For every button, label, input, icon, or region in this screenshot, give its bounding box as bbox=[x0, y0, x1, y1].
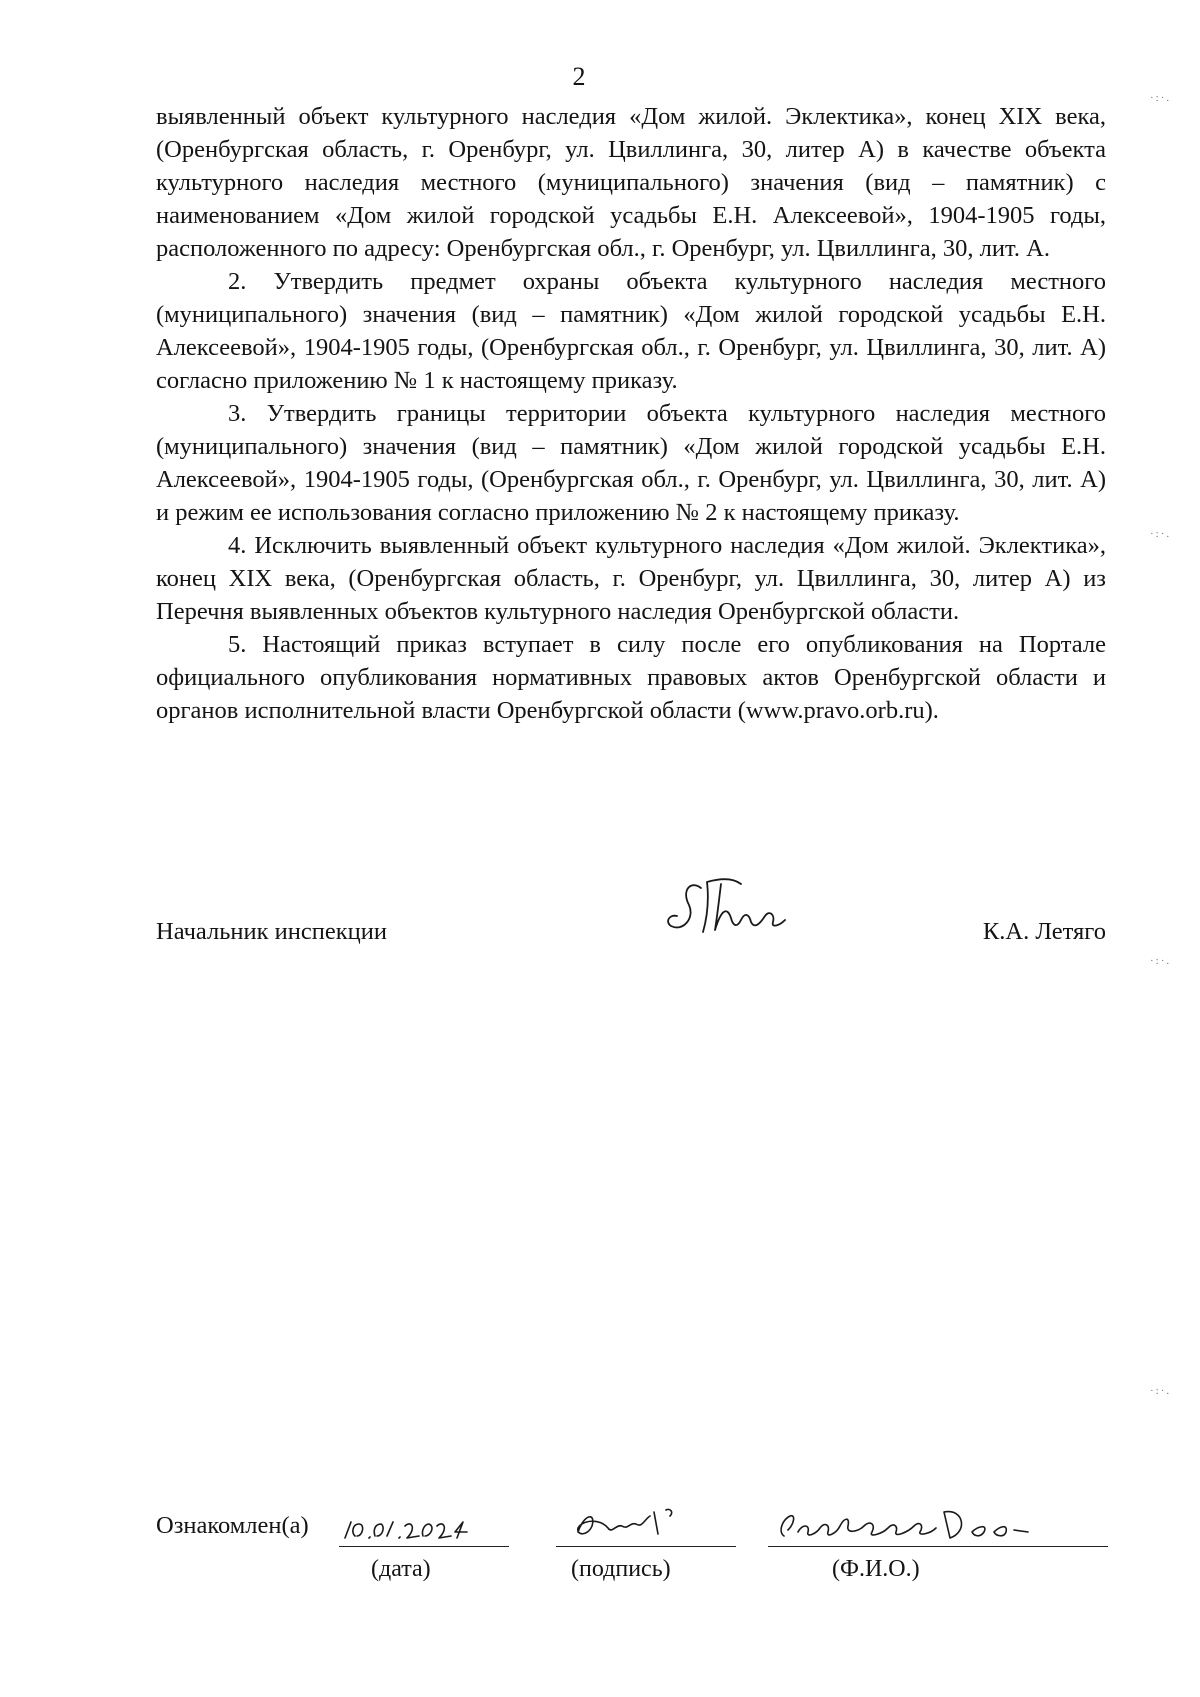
ack-date-line bbox=[339, 1502, 509, 1547]
handwritten-signature bbox=[661, 870, 811, 950]
paragraph-item-2: 2. Утвердить предмет охраны объекта культурного наследия местного (муниципального) значения (вид – памятник) «Дом жилой городской усадьбы Е.Н. Алексеевой», 1904-1905 годы, (Оренбургская обл., г. Оренбург, ул. Цвиллинга, 30, лит. А) согласно приложению № 1 к настоящему приказу. bbox=[156, 268, 1106, 394]
acknowledgement-block bbox=[156, 1502, 1106, 1612]
handwritten-date bbox=[339, 1502, 509, 1546]
document-body bbox=[156, 100, 1106, 727]
handwritten-fio bbox=[768, 1502, 1108, 1546]
fio-caption: (Ф.И.О.) bbox=[832, 1556, 920, 1582]
paragraph-continuation: выявленный объект культурного наследия «Дом жилой. Эклектика», конец XIX века, (Оренбургская область, г. Оренбург, ул. Цвиллинга, 30, литер А) в качестве объекта культурного наследия местного (муниципального) значения (вид – памятник) с наименованием «Дом жилой городской усадьбы Е.Н. Алексеевой», 1904-1905 годы, расположенного по адресу: Оренбургская обл., г. Оренбург, ул. Цвиллинга, 30, лит. А. bbox=[156, 103, 1106, 262]
signature-block bbox=[156, 870, 1106, 950]
paragraph-item-5: 5. Настоящий приказ вступает в силу после его опубликования на Портале официального опубликования нормативных правовых актов Оренбургской области и органов исполнительной власти Оренбургской области (www.pravo.orb.ru). bbox=[156, 631, 1106, 724]
acknowledgement-label: Ознакомлен(а) bbox=[156, 1512, 309, 1539]
signature-caption: (подпись) bbox=[571, 1556, 671, 1582]
paragraph-item-3: 3. Утвердить границы территории объекта культурного наследия местного (муниципального) значения (вид – памятник) «Дом жилой городской усадьбы Е.Н. Алексеевой», 1904-1905 годы, (Оренбургская обл., г. Оренбург, ул. Цвиллинга, 30, лит. А) и режим ее использования согласно приложению № 2 к настоящему приказу. bbox=[156, 400, 1106, 526]
scan-artifact-mark: ·:·. bbox=[1150, 1385, 1172, 1397]
scan-artifact-mark: ·:·. bbox=[1150, 955, 1172, 967]
page-number: 2 bbox=[572, 62, 586, 91]
signatory-position: Начальник инспекции bbox=[156, 918, 387, 945]
paragraph-item-4: 4. Исключить выявленный объект культурного наследия «Дом жилой. Эклектика», конец XIX века, (Оренбургская область, г. Оренбург, ул. Цвиллинга, 30, литер А) из Перечня выявленных объектов культурного наследия Оренбургской области. bbox=[156, 532, 1106, 625]
scan-artifact-mark: ·:·. bbox=[1150, 528, 1172, 540]
handwritten-ack-signature bbox=[556, 1502, 736, 1546]
date-caption: (дата) bbox=[371, 1556, 431, 1582]
scan-artifact-mark: ·:·. bbox=[1150, 92, 1172, 104]
ack-signature-line bbox=[556, 1502, 736, 1547]
signatory-name: К.А. Летяго bbox=[982, 918, 1106, 945]
ack-fio-line bbox=[768, 1502, 1108, 1547]
